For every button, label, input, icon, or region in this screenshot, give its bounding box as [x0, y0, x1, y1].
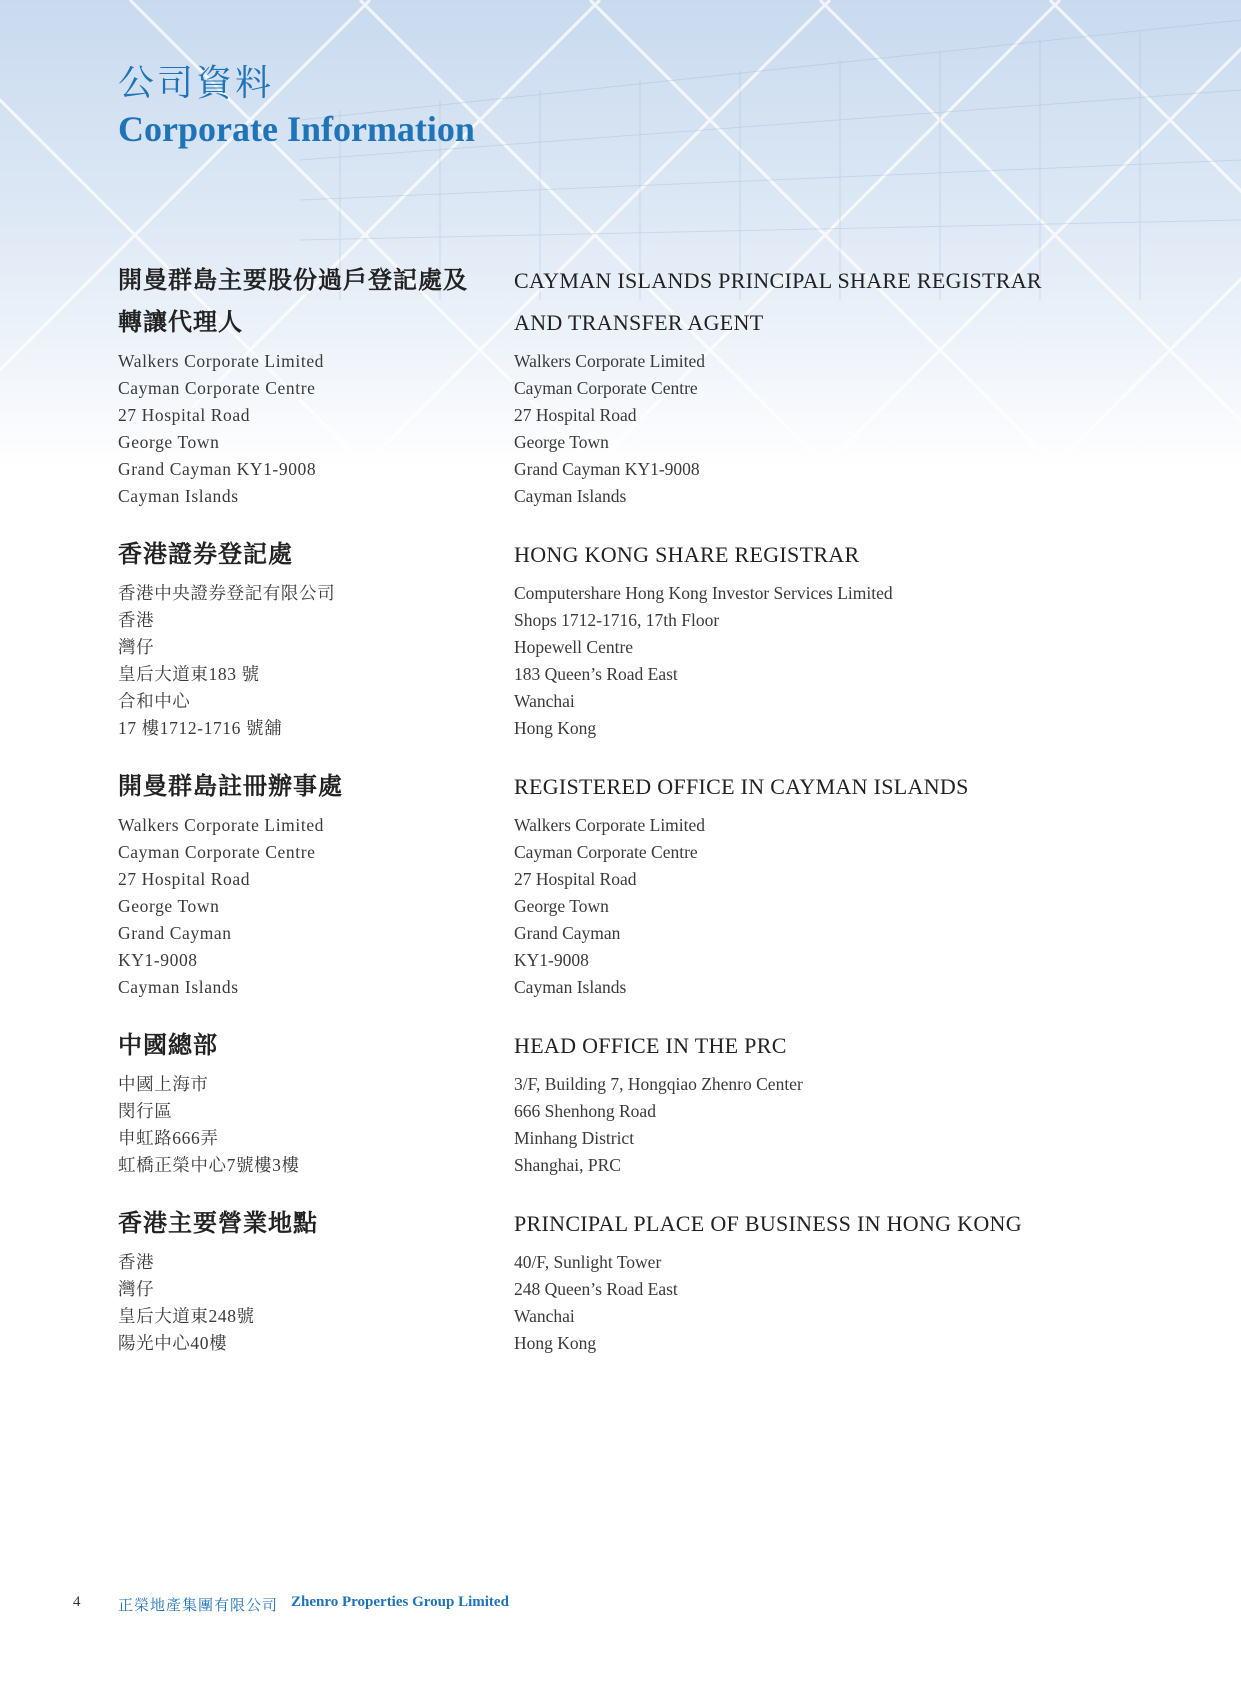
- address-line: 虹橋正榮中心7號樓3樓: [118, 1155, 300, 1175]
- address-line: 27 Hospital Road: [118, 405, 251, 425]
- address-line: Cayman Islands: [514, 486, 627, 506]
- address-line: Grand Cayman: [118, 923, 232, 943]
- section-heading-en: CAYMAN ISLANDS PRINCIPAL SHARE REGISTRAR: [514, 268, 1042, 293]
- address-line: Cayman Corporate Centre: [514, 378, 698, 398]
- footer-company-name-cn: 正榮地產集團有限公司: [118, 1598, 279, 1614]
- address-line: 閔行區: [118, 1101, 173, 1121]
- address-line: 陽光中心40樓: [118, 1333, 228, 1353]
- page-title-english: Corporate Information: [118, 109, 475, 149]
- address-line: 248 Queen’s Road East: [514, 1279, 678, 1299]
- section-head-office-en: [514, 1025, 1134, 1179]
- section-heading-en: PRINCIPAL PLACE OF BUSINESS IN HONG KONG: [514, 1211, 1022, 1236]
- address-line: George Town: [514, 432, 609, 452]
- address-line: Hong Kong: [514, 1333, 597, 1353]
- address-line: 合和中心: [118, 691, 191, 711]
- section-heading-cn: 開曼群島主要股份過戶登記處及: [118, 268, 468, 294]
- address-line: 申虹路666弄: [118, 1128, 219, 1148]
- address-line: Wanchai: [514, 1306, 575, 1326]
- address-line: 27 Hospital Road: [118, 869, 251, 889]
- address-line: 中國上海市: [118, 1074, 209, 1094]
- address-line: 香港: [118, 1252, 155, 1272]
- section-heading-en: HONG KONG SHARE REGISTRAR: [514, 542, 860, 567]
- section-head-office-cn: [118, 1025, 488, 1179]
- address-line: Walkers Corporate Limited: [514, 815, 706, 835]
- section-heading-en: REGISTERED OFFICE IN CAYMAN ISLANDS: [514, 774, 969, 799]
- page-title-chinese: 公司資料: [118, 63, 275, 103]
- section-cayman-registrar-en: [514, 260, 1134, 510]
- footer-company-name-en: Zhenro Properties Group Limited: [291, 1594, 509, 1610]
- address-line: Cayman Corporate Centre: [118, 378, 316, 398]
- address-line: Shanghai, PRC: [514, 1155, 621, 1175]
- address-line: 香港中央證券登記有限公司: [118, 583, 336, 603]
- address-line: 香港: [118, 610, 155, 630]
- address-line: Computershare Hong Kong Investor Services Limited: [514, 583, 893, 603]
- address-line: KY1-9008: [118, 950, 198, 970]
- address-line: Grand Cayman KY1-9008: [118, 459, 317, 479]
- section-hk-business-cn: [118, 1203, 488, 1357]
- section-registered-office-cn: [118, 766, 488, 1001]
- address-line: 17 樓1712-1716 號舖: [118, 718, 283, 738]
- address-line: 27 Hospital Road: [514, 869, 637, 889]
- section-registered-office-en: [514, 766, 1134, 1001]
- address-line: Hong Kong: [514, 718, 597, 738]
- section-hk-registrar-cn: [118, 534, 488, 742]
- address-line: 27 Hospital Road: [514, 405, 637, 425]
- address-line: Cayman Islands: [514, 977, 627, 997]
- address-line: KY1-9008: [514, 950, 589, 970]
- address-line: Walkers Corporate Limited: [514, 351, 706, 371]
- address-line: 666 Shenhong Road: [514, 1101, 656, 1121]
- address-line: 灣仔: [118, 637, 155, 657]
- section-hk-business-en: [514, 1203, 1134, 1357]
- address-line: 灣仔: [118, 1279, 155, 1299]
- address-line: Wanchai: [514, 691, 575, 711]
- address-line: Cayman Corporate Centre: [514, 842, 698, 862]
- address-line: George Town: [514, 896, 609, 916]
- address-line: 皇后大道東248號: [118, 1306, 255, 1326]
- address-line: Shops 1712-1716, 17th Floor: [514, 610, 720, 630]
- address-line: Grand Cayman: [514, 923, 621, 943]
- section-heading-cn: 轉讓代理人: [118, 310, 243, 336]
- address-line: Grand Cayman KY1-9008: [514, 459, 700, 479]
- address-line: Walkers Corporate Limited: [118, 815, 325, 835]
- page-footer: [0, 1594, 1241, 1618]
- address-line: Walkers Corporate Limited: [118, 351, 325, 371]
- address-line: George Town: [118, 432, 220, 452]
- section-heading-cn: 香港主要營業地點: [118, 1211, 318, 1237]
- section-heading-en: AND TRANSFER AGENT: [514, 310, 764, 335]
- address-line: 皇后大道東183 號: [118, 664, 260, 684]
- address-line: 183 Queen’s Road East: [514, 664, 678, 684]
- address-line: Hopewell Centre: [514, 637, 634, 657]
- address-line: George Town: [118, 896, 220, 916]
- section-heading-cn: 開曼群島註冊辦事處: [118, 774, 343, 800]
- page-number: 4: [73, 1594, 81, 1610]
- address-line: Cayman Corporate Centre: [118, 842, 316, 862]
- address-line: 3/F, Building 7, Hongqiao Zhenro Center: [514, 1074, 803, 1094]
- address-line: Cayman Islands: [118, 486, 239, 506]
- address-line: Minhang District: [514, 1128, 635, 1148]
- address-line: Cayman Islands: [118, 977, 239, 997]
- section-heading-cn: 香港證券登記處: [118, 542, 293, 568]
- section-cayman-registrar-cn: [118, 260, 488, 510]
- section-heading-cn: 中國總部: [118, 1033, 218, 1059]
- section-heading-en: HEAD OFFICE IN THE PRC: [514, 1033, 787, 1058]
- section-hk-registrar-en: [514, 534, 1134, 742]
- address-line: 40/F, Sunlight Tower: [514, 1252, 662, 1272]
